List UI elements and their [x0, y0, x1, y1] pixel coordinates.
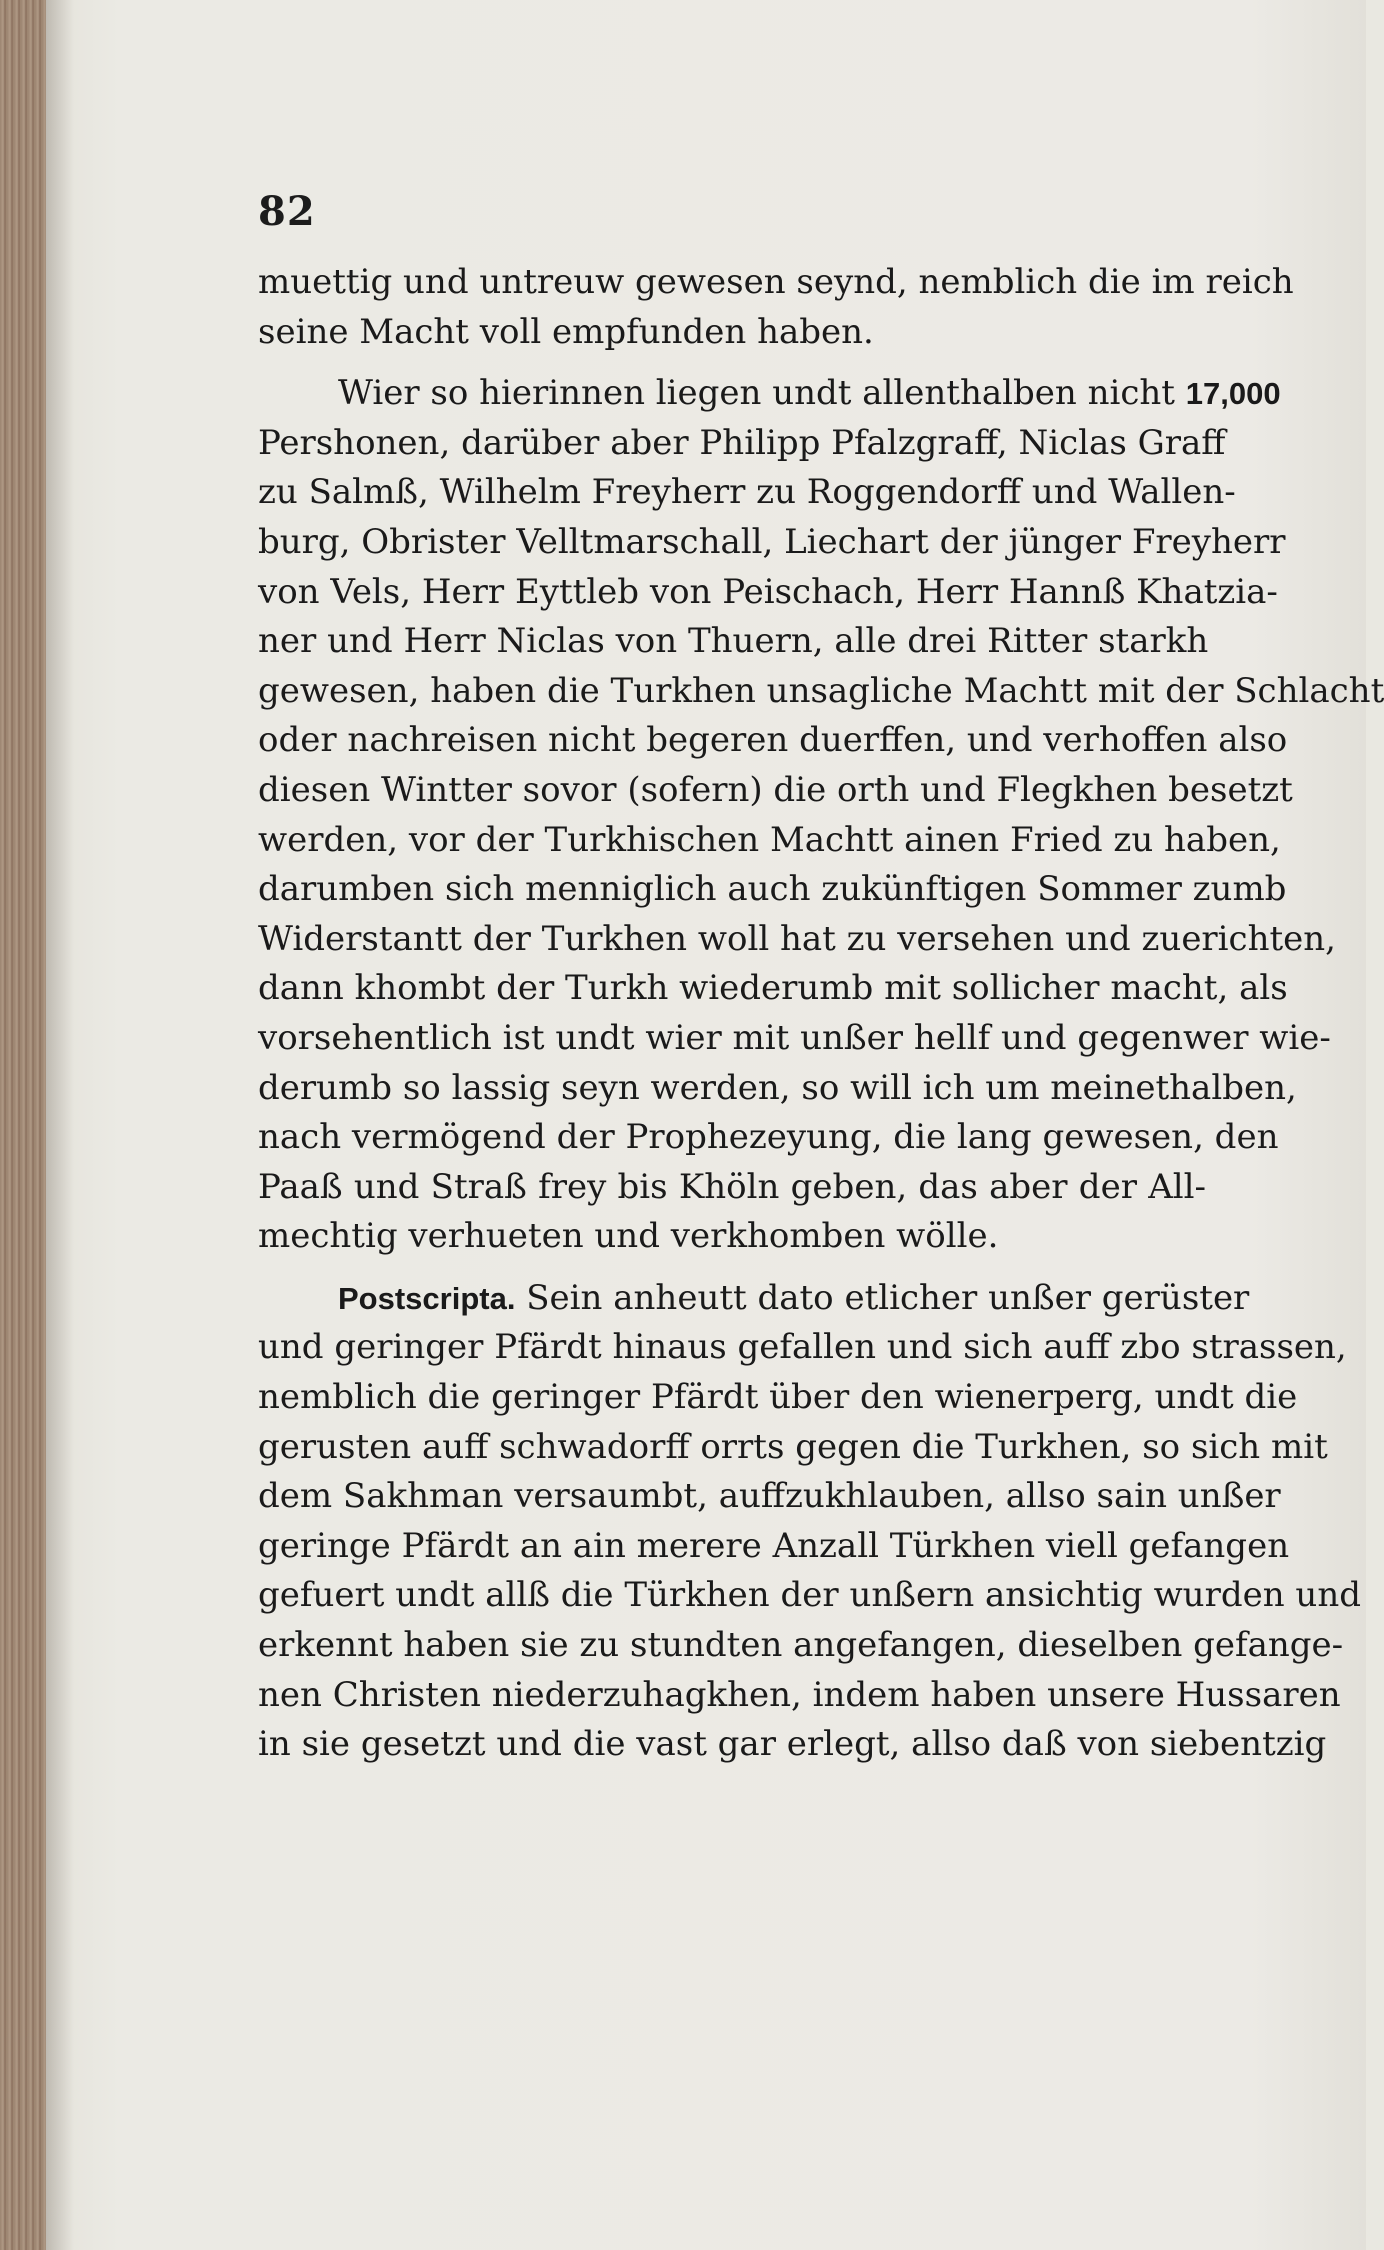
text-line: nach vermögend der Prophezeyung, die lang gewesen, den — [258, 1117, 1279, 1158]
text-line: werden, vor der Turkhischen Machtt ainen Fried zu haben, — [258, 819, 1281, 860]
text-line: gefuert undt allß die Türkhen der unßern ansichtig wurden und — [258, 1575, 1361, 1616]
text-line: darumben sich menniglich auch zukünftigen Sommer zumb — [258, 869, 1287, 910]
text-line — [258, 1274, 1250, 1324]
text-line: Widerstantt der Turkhen woll hat zu versehen und zuerichten, — [258, 918, 1336, 959]
text-line: ner und Herr Niclas von Thuern, alle drei Ritter starkh — [258, 621, 1209, 662]
text-line: nen Christen niederzuhagkhen, indem haben unsere Hussaren — [258, 1674, 1341, 1715]
text-line: von Vels, Herr Eyttleb von Peischach, Herr Hannß Khatzia- — [258, 571, 1278, 612]
postscript-label: Postscripta. — [338, 1280, 516, 1316]
text-line: muettig und untreuw gewesen seynd, nemblich die im reich — [258, 262, 1294, 302]
text-segment: Wier so hierinnen liegen undt allenthalben nicht — [338, 373, 1175, 414]
text-line — [258, 369, 1281, 419]
text-line: zu Salmß, Wilhelm Freyherr zu Roggendorff und Wallen- — [258, 472, 1236, 513]
text-line: gerusten auff schwadorff orrts gegen die Turkhen, so sich mit — [258, 1426, 1328, 1467]
text-line: seine Macht voll empfunden haben. — [258, 311, 874, 352]
text-line: derumb so lassig seyn werden, so will ich um meinethalben, — [258, 1067, 1297, 1108]
text-line: oder nachreisen nicht begeren duerffen, und verhoffen also — [258, 720, 1288, 761]
text-line: und geringer Pfärdt hinaus gefallen und sich auff zbo strassen, — [258, 1327, 1347, 1368]
gutter-shadow — [46, 0, 74, 2250]
text-line: erkennt haben sie zu stundten angefangen, dieselben gefange- — [258, 1625, 1344, 1666]
count-number: 17,000 — [1185, 376, 1281, 412]
text-line: dann khombt der Turkh wiederumb mit sollicher macht, als — [258, 968, 1288, 1009]
text-line: mechtig verhueten und verkhomben wölle. — [258, 1216, 999, 1257]
text-line: Pershonen, darüber aber Philipp Pfalzgraff, Niclas Graff — [258, 422, 1226, 463]
text-line: burg, Obrister Velltmarschall, Liechart der jünger Freyherr — [258, 521, 1286, 562]
text-segment: Sein anheutt dato etlicher unßer gerüster — [526, 1277, 1250, 1318]
text-line: Paaß und Straß frey bis Khöln geben, das aber der All- — [258, 1166, 1206, 1207]
text-line: geringe Pfärdt an ain merere Anzall Türkhen viell gefangen — [258, 1525, 1290, 1566]
text-line: gewesen, haben die Turkhen unsagliche Machtt mit der Schlacht — [258, 670, 1384, 711]
book-spine — [0, 0, 46, 2250]
text-line: dem Sakhman versaumbt, auffzukhlauben, allso sain unßer — [258, 1476, 1281, 1517]
text-line: in sie gesetzt und die vast gar erlegt, allso daß von siebentzig — [258, 1724, 1327, 1765]
text-line: diesen Wintter sovor (sofern) die orth und Flegkhen besetzt — [258, 769, 1293, 810]
text-line: nemblich die geringer Pfärdt über den wienerperg, undt die — [258, 1377, 1298, 1418]
text-line: vorsehentlich ist undt wier mit unßer hellf und gegenwer wie- — [258, 1017, 1331, 1058]
body-text — [258, 258, 1384, 1770]
page-number: 82 — [258, 188, 316, 235]
